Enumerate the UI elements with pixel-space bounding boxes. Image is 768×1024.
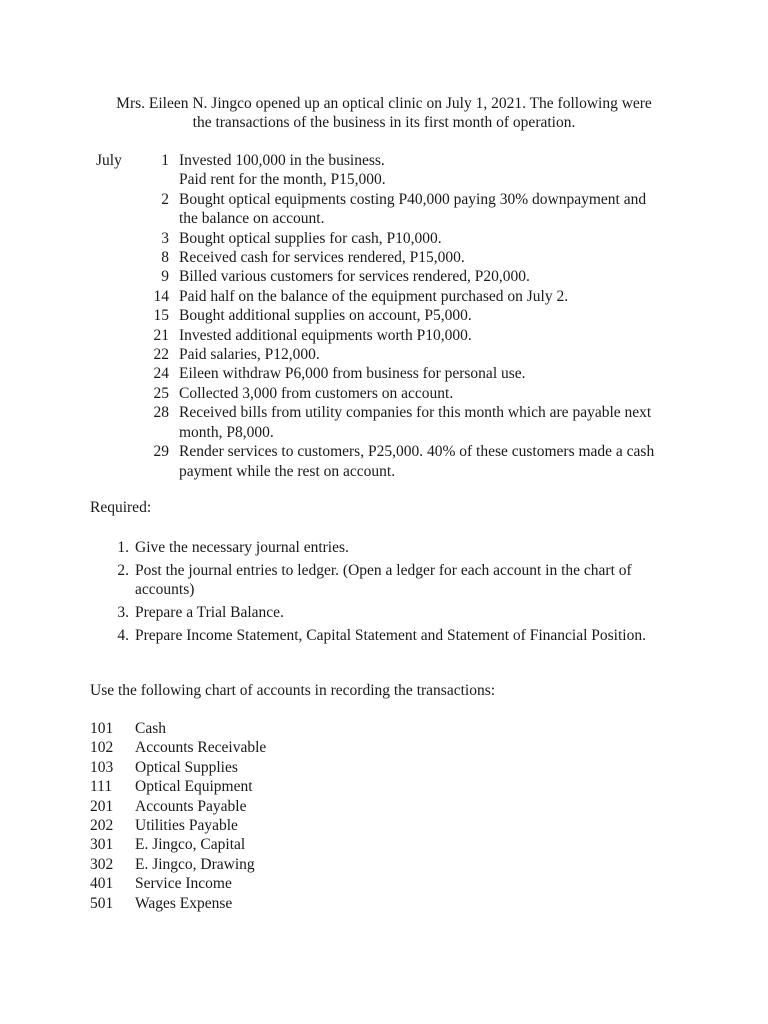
transaction-description-line: Invested additional equipments worth P10,000. [179,326,472,344]
account-row [90,874,490,893]
transaction-day: 2 [161,190,169,208]
account-row [90,777,490,796]
transaction-description [179,364,690,383]
transaction-description [179,442,690,481]
account-code: 111 [90,778,113,796]
account-code: 201 [90,797,114,815]
transaction-description [179,326,690,345]
requirement-text-line: accounts) [135,581,195,599]
account-code: 302 [90,855,114,873]
requirement-item [90,626,690,645]
intro-line-1: Mrs. Eileen N. Jingco opened up an optical clinic on July 1, 2021. The following were [116,95,652,112]
transaction-day: 3 [161,229,169,247]
requirement-number: 1. [117,539,129,556]
transaction-row [90,248,690,267]
transaction-description [179,248,690,267]
account-row [90,719,490,738]
transaction-description-line: the balance on account. [179,210,325,228]
account-name: Accounts Receivable [135,739,267,757]
transaction-row [90,151,690,170]
requirement-text-line: Prepare Income Statement, Capital Statement and Statement of Financial Position. [135,627,646,645]
account-row [90,816,490,835]
chart-of-accounts-heading: Use the following chart of accounts in recording the transactions: [90,682,496,699]
transaction-description [179,267,690,286]
account-code: 501 [90,894,114,912]
transaction-row [90,170,690,189]
requirements-list [90,538,690,649]
transaction-row [90,345,690,364]
transaction-row [90,384,690,403]
account-code: 401 [90,875,114,893]
transaction-description [179,306,690,325]
transaction-day: 9 [161,268,169,286]
transaction-description [179,287,690,306]
account-name: Utilities Payable [135,817,238,835]
transaction-day: 25 [153,384,169,402]
transaction-description-line: payment while the rest on account. [179,462,396,480]
transaction-day: 21 [153,326,169,344]
transaction-row [90,364,690,383]
transaction-description [179,345,690,364]
requirement-item [90,538,690,557]
requirement-item [90,603,690,622]
transaction-row [90,229,690,248]
transaction-description-line: Bought optical supplies for cash, P10,000. [179,229,442,247]
transaction-description-line: Bought additional supplies on account, P5,000. [179,307,472,325]
requirement-text [135,603,690,622]
transaction-row [90,287,690,306]
transaction-description [179,384,690,403]
transaction-description-line: month, P8,000. [179,423,274,441]
transaction-description-line: Paid rent for the month, P15,000. [179,171,386,189]
transaction-day: 28 [153,404,169,422]
transaction-row [90,190,690,229]
transaction-description-line: Paid half on the balance of the equipment purchased on July 2. [179,287,569,305]
requirement-text [135,538,690,557]
transaction-description-line: Received bills from utility companies for this month which are payable next [179,404,652,422]
account-code: 101 [90,720,114,737]
account-name: Cash [135,720,166,737]
transaction-day: 14 [153,287,169,305]
requirement-text [135,626,690,645]
transaction-row [90,326,690,345]
transaction-row [90,267,690,286]
transaction-description [179,170,690,189]
transaction-description [179,403,690,442]
transaction-description-line: Invested 100,000 in the business. [179,152,385,169]
account-name: E. Jingco, Capital [135,836,246,854]
requirement-text [135,561,690,600]
transaction-description-line: Paid salaries, P12,000. [179,346,320,364]
account-row [90,797,490,816]
account-code: 202 [90,817,114,835]
transaction-description-line: Render services to customers, P25,000. 40% of these customers made a cash [179,443,655,461]
transaction-row [90,306,690,325]
account-code: 102 [90,739,114,757]
account-name: Optical Equipment [135,778,253,796]
transaction-day: 29 [153,443,169,461]
transaction-description [179,229,690,248]
transaction-description-line: Eileen withdraw P6,000 from business for personal use. [179,365,526,383]
transaction-description [179,151,690,170]
chart-of-accounts-list [90,719,490,913]
account-name: Service Income [135,875,232,893]
account-row [90,758,490,777]
transaction-row [90,442,690,481]
requirement-item [90,561,690,600]
transaction-row [90,403,690,442]
transaction-day: 22 [153,346,169,364]
transaction-description-line: Bought optical equipments costing P40,000 paying 30% downpayment and [179,190,647,208]
intro-line-2: the transactions of the business in its first month of operation. [192,114,576,132]
required-label: Required: [90,499,152,516]
account-name: E. Jingco, Drawing [135,855,255,873]
transaction-description-line: Billed various customers for services rendered, P20,000. [179,268,530,286]
account-row [90,894,490,913]
account-row [90,855,490,874]
transaction-description-line: Received cash for services rendered, P15,000. [179,249,465,267]
intro-paragraph [90,94,678,133]
account-row [90,738,490,757]
transaction-month: July [96,152,122,169]
account-code: 103 [90,758,114,776]
transactions-list [90,151,690,481]
transaction-day: 15 [153,307,169,325]
account-row [90,835,490,854]
transaction-description [179,190,690,229]
requirement-text-line: Prepare a Trial Balance. [135,604,284,622]
requirement-number: 2. [117,561,129,579]
transaction-day: 8 [161,249,169,267]
account-code: 301 [90,836,114,854]
account-name: Wages Expense [135,894,233,912]
transaction-description-line: Collected 3,000 from customers on account. [179,384,454,402]
account-name: Optical Supplies [135,758,238,776]
requirement-number: 3. [117,604,129,622]
transaction-day: 1 [161,152,169,169]
transaction-day: 24 [153,365,169,383]
requirement-text-line: Post the journal entries to ledger. (Open a ledger for each account in the chart of [135,561,632,579]
account-name: Accounts Payable [135,797,247,815]
requirement-number: 4. [117,627,129,645]
requirement-text-line: Give the necessary journal entries. [135,539,349,556]
